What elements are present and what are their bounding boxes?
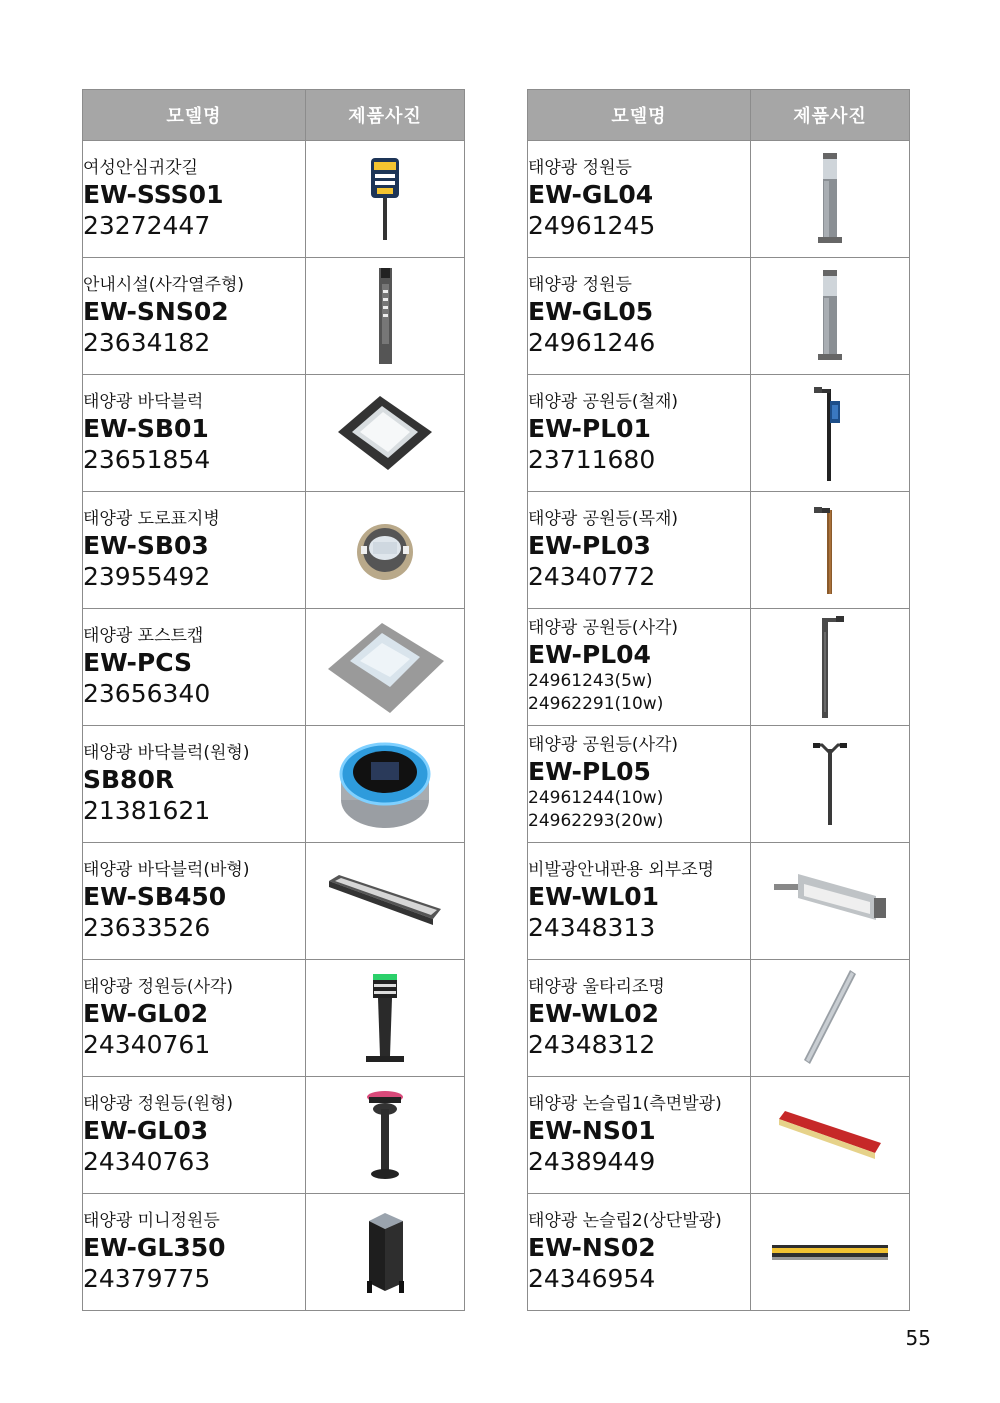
photo-cell: [306, 1077, 465, 1194]
tall-garden-light-icon: [810, 189, 850, 208]
photo-cell: [751, 1077, 910, 1194]
table-row: [83, 609, 465, 726]
sign-flood-light-icon: [772, 891, 888, 910]
fence-light-bar-icon: [800, 1008, 860, 1027]
product-code: 24961245: [528, 210, 656, 240]
table-row: [83, 258, 465, 375]
table-header-row: [528, 90, 910, 141]
model-name: EW-PL01: [528, 413, 651, 443]
product-code: 24961243(5w): [528, 671, 653, 691]
model-name: EW-SNS02: [83, 296, 229, 326]
table-row: [528, 1077, 910, 1194]
photo-column-header: 제품사진: [751, 90, 910, 141]
model-name: EW-SB03: [83, 530, 209, 560]
product-code: 24389449: [528, 1146, 656, 1176]
product-category: 태양광 공원등(철재): [528, 391, 679, 412]
model-cell: [528, 609, 751, 726]
table-row: [83, 843, 465, 960]
table-row: [83, 375, 465, 492]
model-cell: [528, 726, 751, 843]
product-code: 24962293(20w): [528, 811, 664, 831]
square-garden-light-icon: [360, 1008, 410, 1027]
model-column-header: 모델명: [528, 90, 751, 141]
model-name: EW-WL01: [528, 881, 660, 911]
product-category: 태양광 정원등: [528, 274, 632, 295]
table-row: [83, 141, 465, 258]
table-row: [528, 960, 910, 1077]
table-row: [83, 492, 465, 609]
square-park-light-icon: [810, 657, 850, 676]
table-header-row: [83, 90, 465, 141]
photo-cell: [306, 492, 465, 609]
road-stud-icon: [355, 540, 415, 559]
model-name: SB80R: [83, 764, 175, 794]
model-name: EW-PL03: [528, 530, 651, 560]
product-code: 24340763: [83, 1146, 211, 1176]
model-cell: [83, 843, 306, 960]
photo-cell: [751, 843, 910, 960]
product-code: 23955492: [83, 561, 211, 591]
double-arm-park-light-icon: [810, 774, 850, 793]
product-category: 태양광 정원등(사각): [83, 976, 234, 997]
photo-cell: [751, 141, 910, 258]
photo-cell: [306, 141, 465, 258]
product-code: 24348312: [528, 1029, 656, 1059]
photo-cell: [306, 609, 465, 726]
product-category: 태양광 논슬립2(상단발광): [528, 1210, 722, 1231]
product-category: 태양광 도로표지병: [83, 508, 220, 529]
product-code: 23634182: [83, 327, 211, 357]
product-category: 태양광 정원등(원형): [83, 1093, 234, 1114]
product-category: 비발광안내판용 외부조명: [528, 859, 715, 880]
table-row: [528, 1194, 910, 1311]
photo-cell: [306, 843, 465, 960]
product-category: 안내시설(사각열주형): [83, 274, 245, 295]
model-cell: [83, 609, 306, 726]
table-row: [83, 1077, 465, 1194]
product-code: 23272447: [83, 210, 211, 240]
photo-cell: [751, 960, 910, 1077]
product-category: 태양광 공원등(목재): [528, 508, 679, 529]
photo-cell: [306, 726, 465, 843]
model-name: EW-NS02: [528, 1232, 656, 1262]
photo-cell: [751, 1194, 910, 1311]
product-code: 24961244(10w): [528, 788, 664, 808]
product-category: 태양광 정원등: [528, 157, 632, 178]
photo-cell: [751, 492, 910, 609]
product-code: 23711680: [528, 444, 656, 474]
product-category: 태양광 논슬립1(측면발광): [528, 1093, 722, 1114]
steel-park-light-icon: [810, 423, 850, 442]
model-name: EW-GL350: [83, 1232, 226, 1262]
table-row: [83, 960, 465, 1077]
model-cell: [83, 258, 306, 375]
photo-cell: [751, 726, 910, 843]
round-garden-light-icon: [360, 1125, 410, 1144]
bar-floor-block-icon: [325, 891, 445, 910]
product-code: 21381621: [83, 795, 211, 825]
product-code: 23651854: [83, 444, 211, 474]
model-cell: [83, 960, 306, 1077]
model-cell: [83, 375, 306, 492]
product-code: 24348313: [528, 912, 656, 942]
model-cell: [528, 1077, 751, 1194]
product-category: 태양광 울타리조명: [528, 976, 665, 997]
model-cell: [528, 141, 751, 258]
table-row: [528, 258, 910, 375]
side-nonslip-strip-icon: [775, 1125, 885, 1144]
model-cell: [528, 960, 751, 1077]
model-name: EW-SSS01: [83, 179, 224, 209]
product-category: 태양광 바닥블럭(원형): [83, 742, 250, 763]
product-code: 24340772: [528, 561, 656, 591]
model-name: EW-PCS: [83, 647, 193, 677]
model-name: EW-GL05: [528, 296, 654, 326]
model-cell: [83, 1077, 306, 1194]
safety-signpost-icon: [365, 189, 405, 208]
photo-cell: [751, 609, 910, 726]
model-cell: [83, 1194, 306, 1311]
model-name: EW-SB450: [83, 881, 227, 911]
table-row: [83, 1194, 465, 1311]
product-category: 여성안심귀갓길: [83, 157, 198, 178]
model-cell: [528, 1194, 751, 1311]
model-name: EW-PL04: [528, 640, 651, 669]
photo-cell: [306, 1194, 465, 1311]
product-code: 24340761: [83, 1029, 211, 1059]
product-category: 태양광 미니정원등: [83, 1210, 220, 1231]
photo-cell: [306, 258, 465, 375]
product-code: 24346954: [528, 1263, 656, 1293]
model-name: EW-WL02: [528, 998, 660, 1028]
photo-cell: [751, 375, 910, 492]
product-code: 24962291(10w): [528, 694, 664, 714]
wood-park-light-icon: [810, 540, 850, 559]
post-cap-icon: [320, 657, 450, 676]
guide-pillar-icon: [370, 306, 400, 325]
model-name: EW-NS01: [528, 1115, 656, 1145]
table-row: [83, 726, 465, 843]
table-row: [528, 141, 910, 258]
product-code: 23633526: [83, 912, 211, 942]
product-category: 태양광 바닥블럭: [83, 391, 204, 412]
photo-cell: [751, 258, 910, 375]
product-table-right: [527, 89, 910, 1311]
table-row: [528, 492, 910, 609]
model-cell: [83, 141, 306, 258]
product-category: 태양광 포스트캡: [83, 625, 204, 646]
table-row: [528, 609, 910, 726]
model-cell: [528, 375, 751, 492]
top-nonslip-strip-icon: [770, 1242, 890, 1261]
round-floor-block-icon: [335, 774, 435, 793]
product-code: 24379775: [83, 1263, 211, 1293]
photo-cell: [306, 375, 465, 492]
product-category: 태양광 바닥블럭(바형): [83, 859, 250, 880]
product-table-left: [82, 89, 465, 1311]
model-name: EW-PL05: [528, 757, 651, 786]
model-cell: [83, 492, 306, 609]
floor-block-icon: [330, 423, 440, 442]
page-number: 55: [905, 1326, 931, 1350]
photo-cell: [306, 960, 465, 1077]
model-cell: [528, 492, 751, 609]
mini-garden-light-icon: [355, 1242, 415, 1261]
model-cell: [528, 843, 751, 960]
model-name: EW-GL03: [83, 1115, 209, 1145]
model-name: EW-SB01: [83, 413, 209, 443]
model-cell: [528, 258, 751, 375]
product-code: 23656340: [83, 678, 211, 708]
tall-garden-light-icon: [810, 306, 850, 325]
table-row: [528, 375, 910, 492]
model-cell: [83, 726, 306, 843]
model-name: EW-GL02: [83, 998, 209, 1028]
product-code: 24961246: [528, 327, 656, 357]
product-category: 태양광 공원등(사각): [528, 618, 679, 638]
model-column-header: 모델명: [83, 90, 306, 141]
model-name: EW-GL04: [528, 179, 654, 209]
table-row: [528, 843, 910, 960]
photo-column-header: 제품사진: [306, 90, 465, 141]
product-category: 태양광 공원등(사각): [528, 735, 679, 755]
table-row: [528, 726, 910, 843]
